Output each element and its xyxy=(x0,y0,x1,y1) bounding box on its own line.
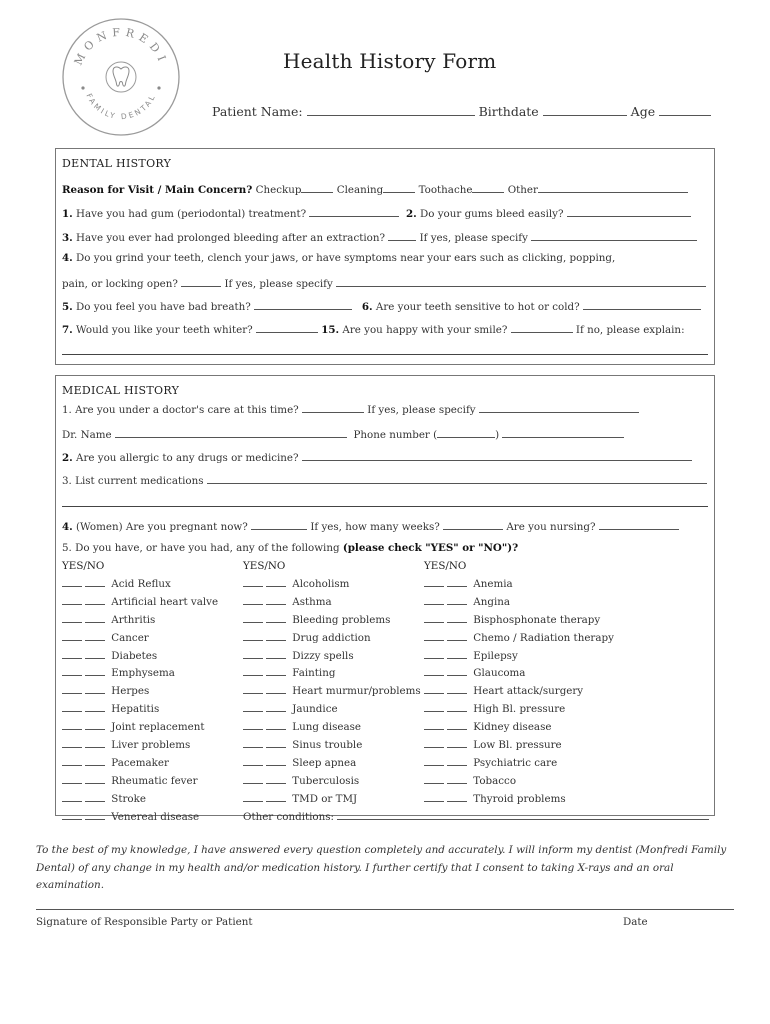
medical-q3-text: List current medications xyxy=(75,475,204,487)
no-blank[interactable] xyxy=(85,790,105,802)
dental-q4-specify-field[interactable] xyxy=(336,275,706,287)
condition-row xyxy=(424,647,614,665)
yes-no-checkboxes[interactable] xyxy=(424,593,470,611)
signature-label: Signature of Responsible Party or Patient xyxy=(36,916,253,928)
no-blank[interactable] xyxy=(447,718,467,730)
no-blank[interactable] xyxy=(447,593,467,605)
condition-label: Dizzy spells xyxy=(292,649,354,662)
dental-q15-text: Are you happy with your smile? xyxy=(342,324,508,336)
conditions-column-1 xyxy=(62,558,218,826)
condition-label: Low Bl. pressure xyxy=(473,739,562,752)
yes-blank[interactable] xyxy=(243,575,263,587)
yes-no-checkboxes[interactable] xyxy=(62,682,108,700)
dental-history-section xyxy=(55,148,715,365)
yes-blank[interactable] xyxy=(243,611,263,623)
no-blank[interactable] xyxy=(266,611,286,623)
other-conditions-field[interactable] xyxy=(337,808,709,820)
medical-q1-text: Are you under a doctor's care at this time? xyxy=(75,404,299,416)
reason-label: Reason for Visit / Main Concern? xyxy=(62,184,253,196)
condition-label: Cancer xyxy=(111,631,149,644)
no-blank[interactable] xyxy=(85,718,105,730)
yes-blank[interactable] xyxy=(62,790,82,802)
no-blank[interactable] xyxy=(447,754,467,766)
condition-label: Diabetes xyxy=(111,649,158,662)
dental-q7-number: 7. xyxy=(62,324,73,336)
yes-no-header: YES/NO xyxy=(424,560,467,572)
medical-q2-text: Are you allergic to any drugs or medicine? xyxy=(76,452,299,464)
medical-q4-follow: If yes, how many weeks? xyxy=(310,521,440,533)
yes-blank[interactable] xyxy=(62,647,82,659)
medical-q5-number: 5. xyxy=(62,542,72,554)
condition-label: Liver problems xyxy=(111,739,191,752)
yes-no-checkboxes[interactable] xyxy=(424,772,470,790)
condition-label: Fainting xyxy=(292,667,336,680)
consent-statement: To the best of my knowledge, I have answered every question completely and accurately. I will inform my dentist (Monfredi Family Dental) of any change in my health and/or medication history. I further certify that I consent to taking X-rays and an oral examination. xyxy=(36,844,727,891)
no-blank[interactable] xyxy=(447,772,467,784)
condition-label: Heart attack/surgery xyxy=(473,685,584,698)
yes-blank[interactable] xyxy=(62,700,82,712)
dental-q4-number: 4. xyxy=(62,252,73,264)
dental-q7-q15-row xyxy=(62,321,708,337)
no-blank[interactable] xyxy=(266,790,286,802)
condition-label: Asthma xyxy=(292,595,332,608)
dental-q1-q2-row xyxy=(62,205,708,221)
condition-label: Artificial heart valve xyxy=(111,595,219,608)
yes-blank[interactable] xyxy=(243,629,263,641)
patient-info-line xyxy=(212,104,711,119)
no-blank[interactable] xyxy=(447,611,467,623)
medical-history-heading: MEDICAL HISTORY xyxy=(62,384,180,397)
condition-label: Acid Reflux xyxy=(111,577,171,590)
yes-no-checkboxes[interactable] xyxy=(62,808,108,826)
yes-no-checkboxes[interactable] xyxy=(424,629,470,647)
dental-q4-row-2 xyxy=(62,275,708,291)
dental-q4-text-2: pain, or locking open? xyxy=(62,278,178,290)
yes-blank[interactable] xyxy=(424,718,444,730)
no-blank[interactable] xyxy=(447,647,467,659)
condition-row xyxy=(62,647,218,665)
condition-label: Bleeding problems xyxy=(292,613,391,626)
yes-no-checkboxes[interactable] xyxy=(243,790,289,808)
yes-blank[interactable] xyxy=(62,754,82,766)
yes-no-checkboxes[interactable] xyxy=(62,790,108,808)
medical-q5-row xyxy=(62,542,708,555)
yes-no-checkboxes[interactable] xyxy=(62,629,108,647)
no-blank[interactable] xyxy=(266,682,286,694)
dental-q6-text: Are your teeth sensitive to hot or cold? xyxy=(375,301,580,313)
medical-q1-field[interactable] xyxy=(302,401,364,413)
no-blank[interactable] xyxy=(85,808,105,820)
yes-blank[interactable] xyxy=(62,808,82,820)
medical-q3-number: 3. xyxy=(62,475,72,487)
reason-checkup: Checkup xyxy=(255,184,302,196)
yes-no-checkboxes[interactable] xyxy=(424,700,470,718)
condition-row xyxy=(424,736,614,754)
medical-q2-field[interactable] xyxy=(302,449,692,461)
yes-blank[interactable] xyxy=(62,593,82,605)
yes-no-checkboxes[interactable] xyxy=(62,593,108,611)
age-label: Age xyxy=(630,104,656,119)
yes-no-checkboxes[interactable] xyxy=(62,647,108,665)
yes-blank[interactable] xyxy=(62,682,82,694)
phone-number-field[interactable] xyxy=(502,426,624,438)
yes-blank[interactable] xyxy=(243,718,263,730)
condition-label: Sinus trouble xyxy=(292,739,363,752)
birthdate-label: Birthdate xyxy=(478,104,539,119)
condition-label: Thyroid problems xyxy=(473,792,566,805)
medical-q5-text: Do you have, or have you had, any of the following xyxy=(75,542,340,554)
dental-q1-number: 1. xyxy=(62,208,73,220)
condition-label: Venereal disease xyxy=(111,810,200,823)
no-blank[interactable] xyxy=(85,611,105,623)
condition-label: Herpes xyxy=(111,685,150,698)
no-blank[interactable] xyxy=(447,575,467,587)
reason-toothache-field[interactable] xyxy=(472,181,504,193)
phone-label: Phone number ( xyxy=(353,429,438,441)
dental-q6-number: 6. xyxy=(361,301,373,313)
no-blank[interactable] xyxy=(85,593,105,605)
dental-q1-field[interactable] xyxy=(309,205,399,217)
no-blank[interactable] xyxy=(447,682,467,694)
no-blank[interactable] xyxy=(266,593,286,605)
medical-q1-follow: If yes, please specify xyxy=(367,404,476,416)
no-blank[interactable] xyxy=(85,664,105,676)
yes-no-checkboxes[interactable] xyxy=(424,736,470,754)
condition-label: Drug addiction xyxy=(292,631,371,644)
yes-blank[interactable] xyxy=(243,647,263,659)
yes-blank[interactable] xyxy=(243,682,263,694)
dental-q4-text: Do you grind your teeth, clench your jaws, or have symptoms near your ears such as clicking, popping, xyxy=(76,252,616,264)
yes-blank[interactable] xyxy=(424,629,444,641)
dental-q2-number: 2. xyxy=(405,208,417,220)
yes-blank[interactable] xyxy=(424,664,444,676)
yes-blank[interactable] xyxy=(424,700,444,712)
yes-blank[interactable] xyxy=(62,772,82,784)
condition-label: Glaucoma xyxy=(473,667,526,680)
yes-no-checkboxes[interactable] xyxy=(424,682,470,700)
yes-no-checkboxes[interactable] xyxy=(62,700,108,718)
no-blank[interactable] xyxy=(266,718,286,730)
condition-row xyxy=(62,790,218,808)
yes-no-header: YES/NO xyxy=(62,560,105,572)
dental-q15-number: 15. xyxy=(321,324,340,336)
no-blank[interactable] xyxy=(447,700,467,712)
no-blank[interactable] xyxy=(85,700,105,712)
condition-label: Rheumatic fever xyxy=(111,774,198,787)
condition-row xyxy=(62,736,218,754)
yes-blank[interactable] xyxy=(62,629,82,641)
dental-q7-text: Would you like your teeth whiter? xyxy=(76,324,253,336)
reason-row xyxy=(62,181,708,197)
medical-history-section xyxy=(55,375,715,823)
patient-name-field[interactable] xyxy=(307,104,475,116)
dental-q4-field[interactable] xyxy=(181,275,221,287)
dental-q5-number: 5. xyxy=(62,301,73,313)
condition-label: Lung disease xyxy=(292,721,362,734)
yes-no-checkboxes[interactable] xyxy=(243,754,289,772)
no-blank[interactable] xyxy=(447,736,467,748)
condition-row xyxy=(62,611,218,629)
dental-q3-row xyxy=(62,229,708,245)
medical-q4-row xyxy=(62,518,708,534)
nursing-label: Are you nursing? xyxy=(506,521,596,533)
phone-paren: ) xyxy=(495,429,500,441)
condition-label: Emphysema xyxy=(111,667,175,680)
dental-q15-field[interactable] xyxy=(511,321,573,333)
medical-q1-specify-field[interactable] xyxy=(479,401,639,413)
dental-q7-field[interactable] xyxy=(256,321,318,333)
yes-no-checkboxes[interactable] xyxy=(243,629,289,647)
yes-blank[interactable] xyxy=(424,611,444,623)
dental-q3-field[interactable] xyxy=(388,229,416,241)
yes-no-checkboxes[interactable] xyxy=(62,611,108,629)
yes-blank[interactable] xyxy=(243,700,263,712)
condition-label: Tuberculosis xyxy=(292,774,360,787)
condition-row xyxy=(62,629,218,647)
condition-row xyxy=(62,808,218,826)
yes-no-checkboxes[interactable] xyxy=(243,682,289,700)
condition-row xyxy=(424,629,614,647)
condition-label: High Bl. pressure xyxy=(473,703,566,716)
condition-row xyxy=(62,718,218,736)
svg-text:FAMILY DENTAL: FAMILY DENTAL xyxy=(84,91,158,122)
dental-q5-text: Do you feel you have bad breath? xyxy=(76,301,251,313)
no-blank[interactable] xyxy=(266,772,286,784)
medical-q1-number: 1. xyxy=(62,404,72,416)
no-blank[interactable] xyxy=(266,664,286,676)
dental-q2-text: Do your gums bleed easily? xyxy=(420,208,564,220)
yes-no-checkboxes[interactable] xyxy=(243,772,289,790)
birthdate-field[interactable] xyxy=(543,104,627,116)
medical-q2-row xyxy=(62,449,708,465)
yes-no-checkboxes[interactable] xyxy=(62,754,108,772)
yes-blank[interactable] xyxy=(424,754,444,766)
yes-no-checkboxes[interactable] xyxy=(62,736,108,754)
condition-label: Pacemaker xyxy=(111,756,169,769)
condition-row xyxy=(424,575,614,593)
condition-row xyxy=(62,700,218,718)
condition-row xyxy=(424,772,614,790)
no-blank[interactable] xyxy=(266,647,286,659)
yes-blank[interactable] xyxy=(243,754,263,766)
condition-row xyxy=(424,718,614,736)
yes-blank[interactable] xyxy=(424,772,444,784)
no-blank[interactable] xyxy=(85,682,105,694)
yes-no-checkboxes[interactable] xyxy=(62,772,108,790)
condition-row xyxy=(62,593,218,611)
no-blank[interactable] xyxy=(85,754,105,766)
condition-label: Chemo / Radiation therapy xyxy=(473,631,614,644)
yes-blank[interactable] xyxy=(424,736,444,748)
yes-no-checkboxes[interactable] xyxy=(424,647,470,665)
condition-label: Alcoholism xyxy=(292,577,350,590)
medical-q2-number: 2. xyxy=(62,452,73,464)
medical-q3-field[interactable] xyxy=(207,472,707,484)
condition-row xyxy=(62,575,218,593)
yes-no-checkboxes[interactable] xyxy=(243,718,289,736)
medical-q3-row xyxy=(62,472,708,488)
dental-q2-field[interactable] xyxy=(567,205,691,217)
yes-blank[interactable] xyxy=(243,664,263,676)
medical-q5-note: (please check "YES" or "NO")? xyxy=(342,542,519,554)
yes-blank[interactable] xyxy=(62,611,82,623)
condition-label: Hepatitis xyxy=(111,703,160,716)
no-blank[interactable] xyxy=(447,664,467,676)
yes-blank[interactable] xyxy=(62,736,82,748)
monfredi-logo xyxy=(60,16,182,138)
yes-no-checkboxes[interactable] xyxy=(424,664,470,682)
pregnant-field[interactable] xyxy=(251,518,307,530)
yes-blank[interactable] xyxy=(243,772,263,784)
no-blank[interactable] xyxy=(266,736,286,748)
condition-label: Heart murmur/problems xyxy=(292,685,421,698)
no-blank[interactable] xyxy=(85,575,105,587)
yes-blank[interactable] xyxy=(62,575,82,587)
yes-no-checkboxes[interactable] xyxy=(243,593,289,611)
dental-q15-follow: If no, please explain: xyxy=(575,324,685,336)
yes-no-checkboxes[interactable] xyxy=(243,575,289,593)
form-title: Health History Form xyxy=(283,49,497,73)
condition-label: Tobacco xyxy=(473,774,517,787)
yes-no-checkboxes[interactable] xyxy=(424,754,470,772)
patient-name-label: Patient Name: xyxy=(212,104,303,119)
yes-no-checkboxes[interactable] xyxy=(424,611,470,629)
no-blank[interactable] xyxy=(266,575,286,587)
no-blank[interactable] xyxy=(447,629,467,641)
dental-q1-text: Have you had gum (periodontal) treatment? xyxy=(76,208,307,220)
no-blank[interactable] xyxy=(85,736,105,748)
medical-q4-number: 4. xyxy=(62,521,73,533)
yes-no-checkboxes[interactable] xyxy=(424,718,470,736)
other-conditions-row xyxy=(243,808,709,826)
condition-row xyxy=(424,700,614,718)
yes-blank[interactable] xyxy=(243,593,263,605)
yes-blank[interactable] xyxy=(243,790,263,802)
phone-area-field[interactable] xyxy=(437,426,495,438)
medical-q4-text: (Women) Are you pregnant now? xyxy=(76,521,248,533)
age-field[interactable] xyxy=(659,104,711,116)
yes-no-checkboxes[interactable] xyxy=(424,575,470,593)
condition-label: TMD or TMJ xyxy=(292,792,358,805)
conditions-column-3 xyxy=(424,558,614,808)
condition-row xyxy=(424,664,614,682)
no-blank[interactable] xyxy=(266,700,286,712)
yes-blank[interactable] xyxy=(424,647,444,659)
yes-blank[interactable] xyxy=(243,736,263,748)
no-blank[interactable] xyxy=(447,790,467,802)
yes-blank[interactable] xyxy=(424,593,444,605)
dental-q6-field[interactable] xyxy=(583,298,701,310)
condition-label: Angina xyxy=(473,595,511,608)
dental-q4-row xyxy=(62,252,708,265)
condition-row xyxy=(424,754,614,772)
condition-label: Epilepsy xyxy=(473,649,518,662)
no-blank[interactable] xyxy=(85,629,105,641)
tooth-logo-icon xyxy=(60,16,182,138)
other-conditions-label: Other conditions: xyxy=(243,810,334,823)
condition-label: Joint replacement xyxy=(111,721,205,734)
yes-no-header: YES/NO xyxy=(243,560,286,572)
yes-no-checkboxes[interactable] xyxy=(243,611,289,629)
yes-no-checkboxes[interactable] xyxy=(243,700,289,718)
medications-extra-field[interactable] xyxy=(62,506,708,507)
condition-row xyxy=(424,682,614,700)
condition-row xyxy=(62,754,218,772)
no-blank[interactable] xyxy=(266,754,286,766)
yes-blank[interactable] xyxy=(62,664,82,676)
condition-row xyxy=(62,772,218,790)
weeks-field[interactable] xyxy=(443,518,503,530)
doctor-name-field[interactable] xyxy=(115,426,347,438)
dental-q4-follow: If yes, please specify xyxy=(224,278,333,290)
condition-label: Psychiatric care xyxy=(473,756,558,769)
condition-label: Bisphosphonate therapy xyxy=(473,613,601,626)
reason-toothache: Toothache xyxy=(418,184,473,196)
yes-no-checkboxes[interactable] xyxy=(243,736,289,754)
dental-q5-field[interactable] xyxy=(254,298,352,310)
yes-no-checkboxes[interactable] xyxy=(62,718,108,736)
yes-blank[interactable] xyxy=(424,682,444,694)
dental-q5-q6-row xyxy=(62,298,708,314)
doctor-name-label: Dr. Name xyxy=(62,429,112,441)
dental-q3-text: Have you ever had prolonged bleeding after an extraction? xyxy=(76,232,385,244)
yes-no-checkboxes[interactable] xyxy=(62,664,108,682)
medical-q1-row xyxy=(62,401,708,417)
dental-explain-field[interactable] xyxy=(62,354,708,355)
no-blank[interactable] xyxy=(85,647,105,659)
reason-other-field[interactable] xyxy=(538,181,688,193)
condition-label: Sleep apnea xyxy=(292,756,357,769)
condition-label: Jaundice xyxy=(292,703,338,716)
reason-other: Other xyxy=(507,184,538,196)
no-blank[interactable] xyxy=(266,629,286,641)
condition-row xyxy=(424,611,614,629)
yes-blank[interactable] xyxy=(424,790,444,802)
dental-q3-number: 3. xyxy=(62,232,73,244)
condition-row xyxy=(62,682,218,700)
condition-row xyxy=(424,790,614,808)
condition-row xyxy=(62,664,218,682)
yes-blank[interactable] xyxy=(424,575,444,587)
reason-cleaning: Cleaning xyxy=(336,184,384,196)
date-label: Date xyxy=(623,916,648,928)
condition-label: Stroke xyxy=(111,792,146,805)
no-blank[interactable] xyxy=(85,772,105,784)
yes-blank[interactable] xyxy=(62,718,82,730)
dental-q3-follow: If yes, please specify xyxy=(419,232,528,244)
nursing-field[interactable] xyxy=(599,518,679,530)
dental-q3-specify-field[interactable] xyxy=(531,229,697,241)
signature-field[interactable] xyxy=(36,909,734,910)
dental-history-heading: DENTAL HISTORY xyxy=(62,157,172,170)
yes-no-checkboxes[interactable] xyxy=(62,575,108,593)
condition-label: Anemia xyxy=(473,577,513,590)
yes-no-checkboxes[interactable] xyxy=(243,647,289,665)
svg-text:MONFREDI: MONFREDI xyxy=(71,25,171,68)
reason-cleaning-field[interactable] xyxy=(383,181,415,193)
yes-no-checkboxes[interactable] xyxy=(243,664,289,682)
condition-label: Kidney disease xyxy=(473,721,552,734)
reason-checkup-field[interactable] xyxy=(301,181,333,193)
condition-label: Arthritis xyxy=(111,613,156,626)
yes-no-checkboxes[interactable] xyxy=(424,790,470,808)
condition-row xyxy=(424,593,614,611)
doctor-row xyxy=(62,426,708,442)
